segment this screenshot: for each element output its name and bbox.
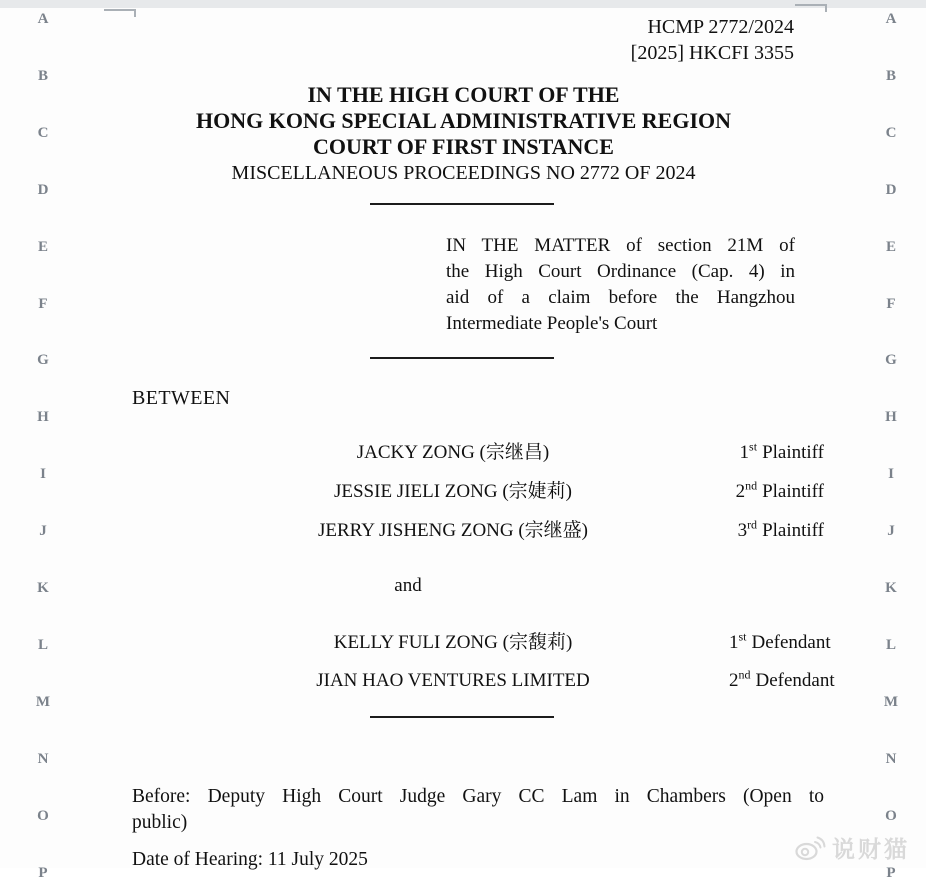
party-ordinal: 2 — [729, 670, 739, 691]
coram-line — [132, 784, 824, 836]
margin-letter: H — [885, 409, 897, 426]
party-ordinal: 3 — [737, 520, 748, 541]
margin-letter: F — [38, 295, 48, 312]
coram-line-1: Before: Deputy High Court Judge Gary CC Lam in Chambers (Open to — [132, 786, 824, 807]
margin-letter: I — [40, 466, 46, 483]
margin-letter: O — [37, 807, 49, 824]
party-row — [132, 518, 824, 544]
margin-letter: G — [885, 352, 897, 369]
party-role: Plaintiff — [762, 481, 824, 502]
court-heading-line: IN THE HIGH COURT OF THE — [307, 82, 620, 107]
matter-line: the High Court Ordinance (Cap. 4) in — [446, 261, 795, 282]
margin-letter: J — [887, 523, 895, 540]
margin-letter: D — [37, 181, 49, 198]
margin-letter: M — [35, 693, 51, 710]
matter-line: aid of a claim before the Hangzhou — [446, 287, 795, 308]
coram-line-2: public) — [132, 812, 188, 833]
party-name: JESSIE JIELI ZONG (宗婕莉) — [333, 481, 572, 502]
hearing-date-line: Date of Hearing: 11 July 2025 — [132, 849, 368, 870]
margin-letter: F — [886, 295, 896, 312]
neutral-citation: [2025] HKCFI 3355 — [630, 42, 794, 64]
party-ordinal: 1 — [729, 632, 739, 653]
margin-letter: G — [37, 352, 49, 369]
party-status — [729, 518, 824, 544]
weibo-logo-icon — [794, 834, 826, 862]
between-label: BETWEEN — [132, 387, 231, 409]
margin-letter: P — [38, 864, 48, 881]
matter-line: Intermediate People's Court — [446, 313, 658, 334]
margin-letter: L — [37, 636, 48, 653]
party-ordinal-suffix: nd — [745, 478, 758, 493]
court-heading-line: HONG KONG SPECIAL ADMINISTRATIVE REGION — [195, 108, 731, 133]
matter-recital — [446, 233, 795, 337]
proceedings-number-line: MISCELLANEOUS PROCEEDINGS NO 2772 OF 2024 — [231, 162, 696, 184]
conjunction-label: and — [394, 575, 422, 596]
margin-letter: H — [37, 409, 49, 426]
watermark — [794, 831, 910, 864]
margin-letter: B — [37, 67, 48, 84]
party-row — [132, 440, 824, 466]
party-name: JERRY JISHENG ZONG (宗继盛) — [317, 520, 589, 541]
margin-letter: O — [885, 807, 897, 824]
margin-letter: L — [885, 636, 896, 653]
party-ordinal-suffix: st — [749, 439, 758, 454]
party-status — [729, 667, 835, 694]
party-name: JIAN HAO VENTURES LIMITED — [316, 670, 590, 691]
court-heading — [132, 82, 795, 186]
party-row — [132, 479, 824, 505]
margin-letter: E — [885, 238, 896, 255]
action-number: HCMP 2772/2024 — [647, 16, 794, 38]
margin-letter: I — [888, 466, 894, 483]
watermark-text: 说财猫 — [832, 837, 910, 862]
margin-letter: N — [885, 750, 897, 767]
divider-line — [370, 716, 554, 718]
margin-letter: C — [885, 124, 897, 141]
margin-letter: B — [885, 67, 896, 84]
margin-letter: P — [886, 864, 896, 881]
margin-letter: N — [37, 750, 49, 767]
party-status — [729, 629, 831, 656]
margin-letter: C — [37, 124, 49, 141]
margin-letter: J — [39, 523, 47, 540]
divider-line — [370, 357, 554, 359]
party-ordinal: 2 — [735, 481, 746, 502]
party-ordinal: 1 — [739, 442, 750, 463]
party-role: Plaintiff — [762, 442, 824, 463]
divider-line — [370, 203, 554, 205]
party-name: KELLY FULI ZONG (宗馥莉) — [333, 632, 573, 653]
margin-letter: A — [37, 11, 49, 27]
party-ordinal-suffix: st — [738, 629, 747, 644]
party-name: JACKY ZONG (宗继昌) — [356, 442, 550, 463]
party-role: Plaintiff — [762, 520, 824, 541]
margin-letter: D — [885, 181, 897, 198]
party-ordinal-suffix: nd — [738, 667, 751, 682]
margin-letter: A — [885, 11, 897, 27]
margin-letter: K — [885, 580, 897, 596]
case-references — [132, 14, 824, 66]
margin-letter: E — [37, 238, 48, 255]
party-status — [729, 479, 824, 505]
party-row — [132, 629, 831, 656]
matter-line: IN THE MATTER of section 21M of — [446, 235, 795, 256]
party-status — [729, 440, 824, 466]
party-row — [132, 667, 835, 694]
court-heading-line: COURT OF FIRST INSTANCE — [313, 134, 614, 159]
party-role: Defendant — [755, 670, 835, 691]
party-ordinal-suffix: rd — [747, 517, 758, 532]
party-role: Defendant — [751, 632, 831, 653]
margin-letter: M — [883, 693, 899, 710]
margin-letter: K — [37, 580, 49, 596]
